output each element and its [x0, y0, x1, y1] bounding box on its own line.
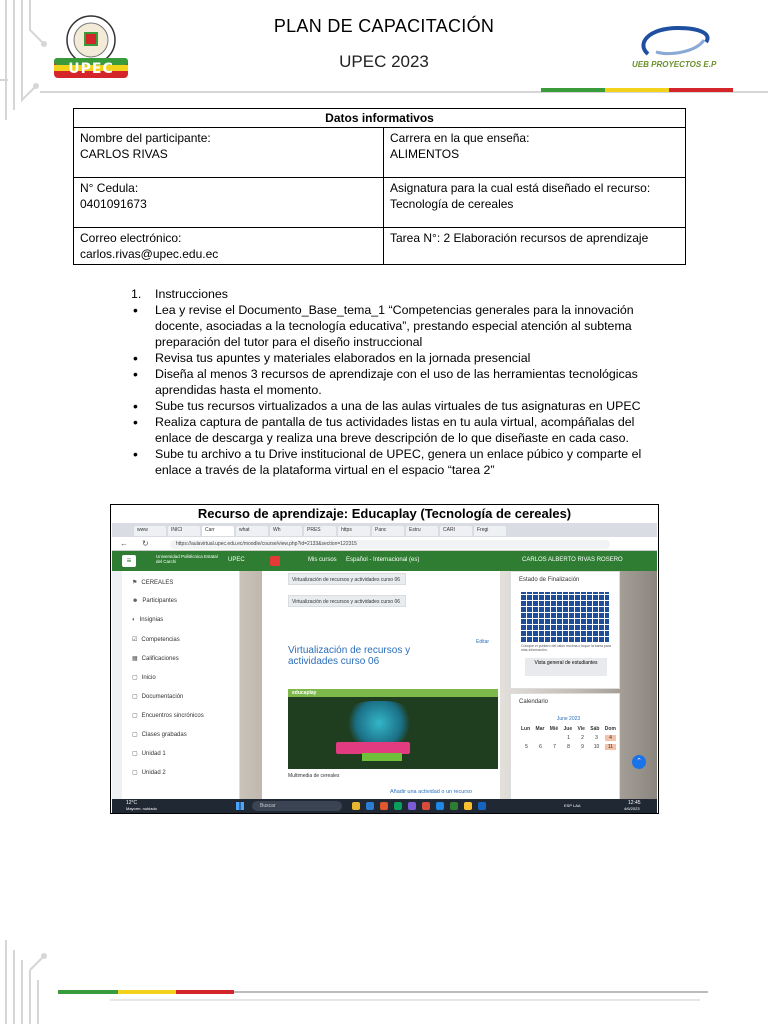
header-bar-yellow: [605, 88, 669, 92]
educaplay-brand: educaplay: [292, 690, 317, 696]
sidebar-item: ▢ Inicio: [132, 675, 156, 681]
list-item: • Sube tu archivo a tu Drive institucional de UPEC, genera un enlace púbico y comparte el enlace a través de la plataforma virtual en el espacio “tarea 2”: [131, 446, 661, 478]
taskbar-app-icon: [352, 802, 360, 810]
info-table: [73, 108, 686, 265]
section-title: Virtualización de recursos y actividades curso 06: [288, 645, 411, 667]
calendar-month: June 2023: [556, 716, 581, 722]
browser-tab-strip: [112, 523, 657, 537]
browser-tab: Fregi: [474, 526, 506, 536]
right-blocks: [510, 571, 622, 803]
scroll-up-icon: ⌃: [632, 755, 646, 769]
info-table-heading: Datos informativos: [74, 109, 686, 128]
footer-rule: [234, 991, 708, 993]
taskbar-app-icon: [478, 802, 486, 810]
folder-icon: ▢: [132, 694, 138, 700]
footer-bar-green: [58, 990, 118, 994]
url-text: https://aulavirtual.upec.edu.ec/moodle/course/view.php?id=2133&section=122315: [170, 540, 610, 549]
browser-tab: what: [236, 526, 268, 536]
calendar-weekdays: Lun Mar Mié Jue Vie Sáb Dom: [521, 726, 616, 732]
document-title: PLAN DE CAPACITACIÓN: [273, 16, 495, 36]
sidebar-item: ▢ Documentación: [132, 694, 184, 700]
windows-start-icon: [236, 802, 244, 810]
taskbar-app-icon: [422, 802, 430, 810]
browser-tab: www: [134, 526, 166, 536]
weather-desc: Mayorm. nublado: [126, 806, 157, 811]
user-name: CARLOS ALBERTO RIVAS ROSERO: [522, 557, 623, 563]
participant-cell: [74, 128, 384, 178]
sidebar-item: ☻ Participantes: [132, 598, 178, 604]
sidebar-item: ☑ Competencias: [132, 637, 180, 643]
calendar: [521, 716, 616, 750]
taskbar-app-icon: [436, 802, 444, 810]
uep-proyectos-logo: [626, 22, 726, 72]
grid-icon: ▦: [132, 656, 138, 662]
taskbar-app-icon: [366, 802, 374, 810]
sidebar-item: ▦ Calificaciones: [132, 656, 179, 662]
calendar-panel: [510, 693, 620, 803]
educaplay-button: [362, 753, 402, 761]
document-subtitle: UPEC 2023: [339, 52, 429, 71]
student-overview-button: Vista general de estudiantes: [525, 658, 607, 676]
sidebar-item: ◐ Insignias: [132, 617, 164, 623]
uep-proyectos-text: UEB PROYECTOS E.P: [632, 60, 717, 69]
swoosh-logo-icon: [626, 22, 726, 62]
completion-grid: [521, 592, 609, 642]
list-item: • Diseña al menos 3 recursos de aprendizaje con el uso de las herramientas tecnológicas aprendidas hasta el momento.: [131, 366, 661, 398]
weather-temp: 12°C: [126, 800, 138, 806]
my-courses-menu: Mis cursos: [308, 557, 337, 563]
course-content: [262, 571, 500, 803]
subject-label: Asignatura para la cual está diseñado el recurso:: [390, 181, 651, 195]
completion-title: Estado de Finalización: [519, 577, 580, 583]
taskbar-search: Buscar: [252, 801, 342, 811]
taskbar-app-icon: [450, 802, 458, 810]
completion-panel: [510, 571, 620, 689]
taskbar-app-icon: [394, 802, 402, 810]
participant-value: CARLOS RIVAS: [80, 147, 168, 161]
menu-icon: ≡: [122, 555, 136, 567]
career-cell: [384, 128, 686, 178]
embedded-screenshot: [112, 523, 657, 813]
participant-label: Nombre del participante:: [80, 131, 211, 145]
career-label: Carrera en la que enseña:: [390, 131, 530, 145]
course-sidebar: [122, 571, 240, 803]
instructions-list: [131, 302, 661, 478]
power-icon: [270, 556, 280, 566]
taskbar-app-icon: [408, 802, 416, 810]
browser-tab: CARI: [440, 526, 472, 536]
clock-time: 12:45: [628, 800, 641, 806]
flag-icon: ⚑: [132, 580, 138, 586]
moodle-brand: UPEC: [228, 557, 245, 563]
sidebar-item: ▢ Encuentros sincrónicos: [132, 713, 204, 719]
email-label: Correo electrónico:: [80, 231, 182, 245]
folder-icon: ▢: [132, 770, 138, 776]
id-label: N° Cedula:: [80, 181, 139, 195]
list-item: • Realiza captura de pantalla de tus actividades listas en tu aula virtual, acompáñalas del enlace de descarga y realiza una breve descripción de lo que diseñaste en cada caso.: [131, 414, 661, 446]
folder-icon: ▢: [132, 732, 138, 738]
browser-tab: INICI: [168, 526, 200, 536]
edit-link: Editar: [476, 639, 490, 645]
subject-cell: [384, 178, 686, 228]
instructions-title: Instrucciones: [155, 287, 229, 301]
moodle-navbar: [112, 551, 657, 571]
calendar-title: Calendario: [519, 699, 549, 705]
calendar-week: 1 2 3 4: [521, 735, 616, 741]
educaplay-thumbnail: [288, 689, 498, 769]
upec-logo: [48, 14, 134, 84]
browser-tab: Panc: [372, 526, 404, 536]
sidebar-item: ▢ Unidad 1: [132, 751, 166, 757]
completion-hint: Coloque el puntero del ratón encima o toque la barra para más información.: [521, 644, 611, 652]
footer-bar-red: [176, 990, 234, 994]
folder-icon: ▢: [132, 751, 138, 757]
browser-tab: Carr: [202, 526, 234, 536]
browser-tab: Estru: [406, 526, 438, 536]
task-text: Tarea N°: 2 Elaboración recursos de aprendizaje: [390, 231, 649, 245]
badge-icon: ◐: [132, 617, 136, 623]
email-value: carlos.rivas@upec.edu.ec: [80, 247, 219, 261]
subject-value: Tecnología de cereales: [390, 197, 514, 211]
id-cell: [74, 178, 384, 228]
check-icon: ☑: [132, 637, 138, 643]
upec-logo-text: UPEC: [68, 61, 114, 77]
instructions-section: [131, 286, 661, 478]
instructions-heading: [131, 286, 661, 302]
educaplay-header: [288, 689, 498, 697]
taskbar-app-icon: [380, 802, 388, 810]
sidebar-item: ▢ Unidad 2: [132, 770, 166, 776]
header-bar-green: [541, 88, 605, 92]
reload-icon: ↻: [142, 539, 149, 548]
taskbar-app-icon: [464, 802, 472, 810]
list-item: • Revisa tus apuntes y materiales elaborados en la jornada presencial: [131, 350, 661, 366]
windows-taskbar: [112, 799, 657, 813]
back-icon: ←: [120, 539, 128, 548]
multimedia-label: Multimedia de cereales: [288, 773, 340, 779]
globe-graphic: [344, 701, 414, 745]
users-icon: ☻: [132, 598, 139, 604]
folder-icon: ▢: [132, 713, 138, 719]
add-activity-link: Añadir una actividad o un recurso: [390, 789, 472, 795]
calendar-week: 5 6 7 8 9 10 11: [521, 744, 616, 750]
browser-tab: PRES: [304, 526, 336, 536]
browser-url-bar: [112, 537, 657, 551]
clock-date: 4/6/2023: [624, 806, 640, 811]
university-name: Universidad Politécnica Estatal del Carchi: [156, 554, 218, 564]
screenshot-caption: Recurso de aprendizaje: Educaplay (Tecnología de cereales): [197, 506, 572, 521]
screenshot-figure: [110, 504, 659, 814]
sidebar-item: ⚑ CEREALES: [132, 580, 174, 586]
task-cell: [384, 228, 686, 265]
keyboard-lang: ESP LAA: [564, 803, 581, 808]
language-menu: Español - Internacional (es): [346, 557, 420, 563]
header-bar-red: [669, 88, 733, 92]
sidebar-item: ▢ Clases grabadas: [132, 732, 187, 738]
list-item: • Lea y revise el Documento_Base_tema_1 “Competencias generales para la innovación docente, asociadas a la tecnología educativa”, prestando especial atención al subtema preparación del tutor para el diseño instruccional: [131, 302, 661, 350]
instructions-number: 1.: [131, 287, 142, 301]
list-item: • Sube tus recursos virtualizados a una de las aulas virtuales de tus asignaturas en UPEC: [131, 398, 661, 414]
section-row: Virtualización de recursos y actividades curso 06: [288, 595, 406, 607]
browser-tab: https: [338, 526, 370, 536]
email-cell: [74, 228, 384, 265]
folder-icon: ▢: [132, 675, 138, 681]
browser-tab: Wh: [270, 526, 302, 536]
footer-bar-yellow: [118, 990, 176, 994]
id-value: 0401091673: [80, 197, 147, 211]
career-value: ALIMENTOS: [390, 147, 460, 161]
section-row: Virtualización de recursos y actividades curso 06: [288, 573, 406, 585]
